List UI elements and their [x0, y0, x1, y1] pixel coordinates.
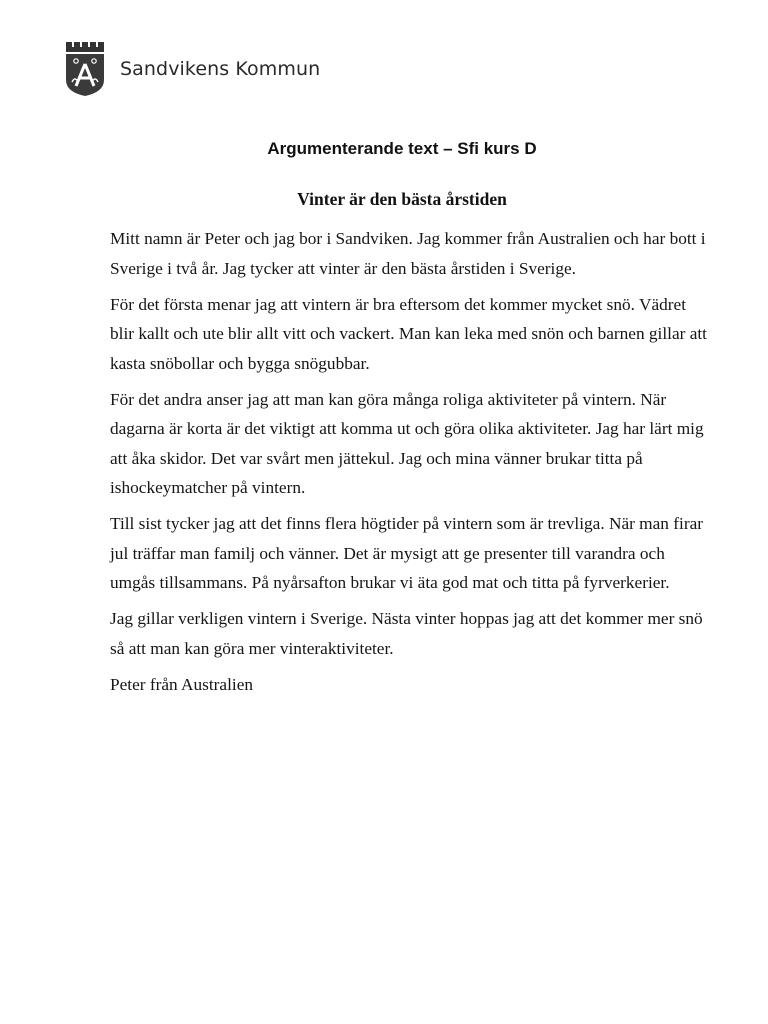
paragraph-intro: Mitt namn är Peter och jag bor i Sandviken. Jag kommer från Australien och har bott i Sverige i två år. Jag tycker att vinter är den bästa årstiden i Sverige. — [110, 229, 706, 278]
paragraph-third-argument: Till sist tycker jag att det finns flera högtider på vintern som är trevliga. När man firar jul träffar man familj och vänner. Det är mysigt att ge presenter till varandra och umgås tillsammans. På nyårsafton brukar vi äta god mat och titta på fyrverkerier. — [110, 514, 703, 592]
organization-name: Sandvikens Kommun — [120, 58, 321, 80]
paragraph-first-argument: För det första menar jag att vintern är bra eftersom det kommer mycket snö. Vädret blir kallt och ute blir allt vitt och vackert. Man kan leka med snön och barnen gillar att kasta snöbollar och bygga snögubbar. — [110, 294, 707, 373]
paragraph-second-argument: För det andra anser jag att man kan göra många roliga aktiviteter på vintern. När dagarna är korta är det viktigt att komma ut och göra olika aktiviteter. Jag har lärt mig att åka skidor. Det var svårt men jättekul. Jag och mina vänner brukar titta på ishockeymatcher på vintern. — [110, 389, 704, 497]
sandviken-coat-of-arms-icon — [64, 42, 106, 96]
document-heading: Argumenterande text – Sfi kurs D — [267, 139, 537, 158]
page-header — [64, 42, 320, 96]
document-title: Vinter är den bästa årstiden — [297, 189, 507, 209]
document-body — [110, 224, 710, 706]
signature-text: Peter från Australien — [110, 674, 254, 694]
paragraph-conclusion: Jag gillar verkligen vintern i Sverige. Nästa vinter hoppas jag att det kommer mer snö så att man kan göra mer vinteraktiviteter. — [110, 609, 703, 658]
